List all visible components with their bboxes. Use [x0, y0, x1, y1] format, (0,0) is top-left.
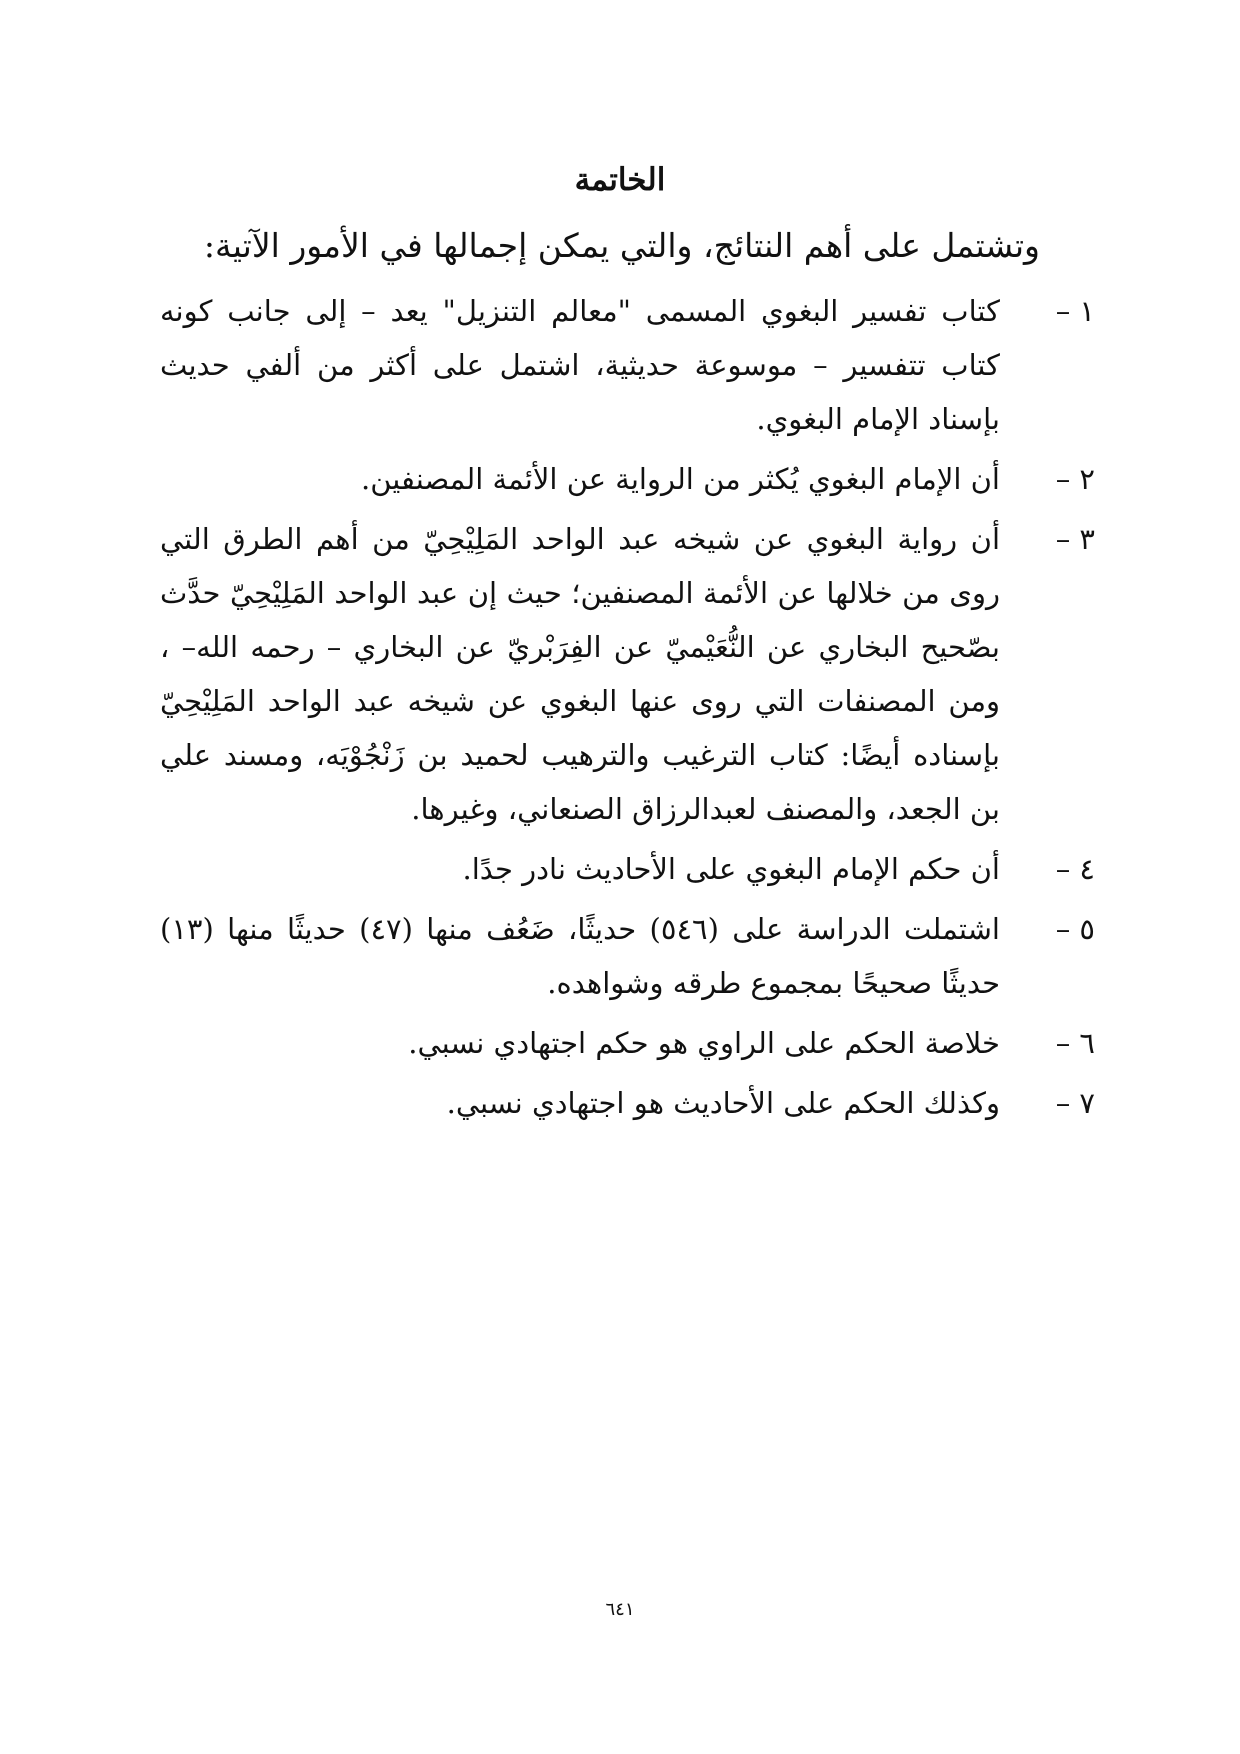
list-item: [160, 1076, 1095, 1130]
item-number: ٥ –: [1055, 912, 1095, 946]
item-text: أن الإمام البغوي يُكثر من الرواية عن الأئمة المصنفين.: [361, 462, 1000, 496]
item-text: أن حكم الإمام البغوي على الأحاديث نادر جدًا.: [462, 852, 1000, 886]
item-text: وكذلك الحكم على الأحاديث هو اجتهادي نسبي.: [446, 1086, 1000, 1120]
item-number: ٣ –: [1055, 522, 1095, 556]
list-item: [160, 902, 1095, 1010]
item-text: خلاصة الحكم على الراوي هو حكم اجتهادي نسبي.: [408, 1026, 1000, 1060]
item-number: ٦ –: [1055, 1026, 1095, 1060]
list-item: [160, 284, 1095, 446]
page-number: ٦٤١: [605, 1599, 635, 1620]
intro-paragraph: وتشتمل على أهم النتائج، والتي يمكن إجمالها في الأمور الآتية:: [203, 226, 1040, 265]
item-text: اشتملت الدراسة على (٥٤٦) حديثًا، ضَعُف منها (٤٧) حديثًا منها (١٣) حديثًا صحيحًا بمجموع طرقه وشواهده.: [160, 912, 1000, 1000]
page-title: الخاتمة: [574, 162, 666, 198]
item-text: أن رواية البغوي عن شيخه عبد الواحد المَلِيْحِيّ من أهم الطرق التي روى من خلالها عن الأئمة المصنفين؛ حيث إن عبد الواحد المَلِيْحِيّ حدَّث بصّحيح البخاري عن النُّعَيْميّ عن الفِرَبْريّ عن البخاري – رحمه الله– ، ومن المصنفات التي روى عنها البغوي عن شيخه عبد الواحد المَلِيْحِيّ بإسناده أيضًا: كتاب الترغيب والترهيب لحميد بن زَنْجُوْيَه، ومسند علي بن الجعد، والمصنف لعبدالرزاق الصنعاني، وغيرها.: [160, 522, 1001, 826]
item-number: ٢ –: [1055, 462, 1095, 496]
item-number: ٤ –: [1055, 852, 1095, 886]
list-item: [160, 1016, 1095, 1070]
list-item: [160, 512, 1095, 836]
list-item: [160, 452, 1095, 506]
item-number: ٧ –: [1055, 1086, 1095, 1120]
item-text: كتاب تفسير البغوي المسمى "معالم التنزيل" يعد – إلى جانب كونه كتاب تتفسير – موسوعة حديثية، اشتمل على أكثر من ألفي حديث بإسناد الإمام البغوي.: [160, 294, 1000, 436]
list-item: [160, 842, 1095, 896]
conclusion-list: [160, 284, 1095, 1136]
item-number: ١ –: [1055, 294, 1095, 328]
